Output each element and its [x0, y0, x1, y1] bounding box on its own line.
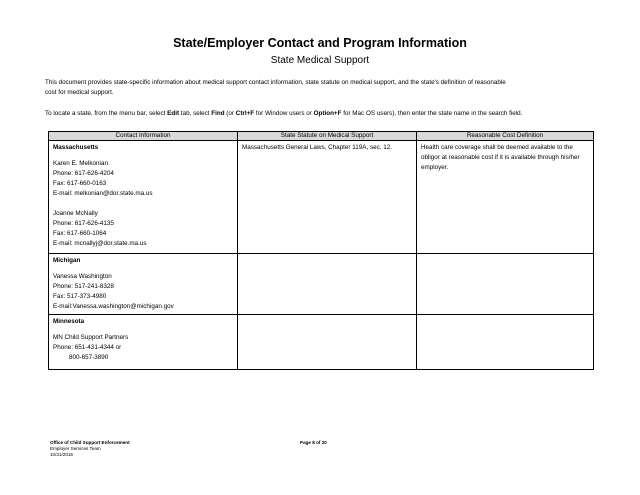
- contact-phone: Phone: 517-241-8328: [53, 283, 114, 290]
- state-info-table: [48, 131, 594, 370]
- contact-cell: [49, 254, 238, 315]
- locate-find: Find: [211, 110, 225, 117]
- statute-cell: Massachusetts General Laws, Chapter 119A, sec. 12.: [238, 141, 417, 254]
- table-row: [49, 315, 594, 370]
- page-number: Page 8 of 20: [300, 440, 327, 445]
- contact-cell: [49, 141, 238, 254]
- contact-phone: Phone: 617-626-4204: [53, 170, 114, 177]
- locate-text-3: (or: [224, 110, 236, 117]
- statute-cell: [238, 254, 417, 315]
- contact-name: Karen E. Melkonian: [53, 160, 108, 167]
- contact-email: E-mail: mcnallyj@dor.state.ma.us: [53, 240, 147, 247]
- table-header-row: [49, 132, 594, 141]
- intro-paragraph: [45, 78, 605, 97]
- page-subtitle: State Medical Support: [270, 55, 370, 66]
- contact-email: E-mail: melkonian@dor.state.ma.us: [53, 190, 153, 197]
- header-reasonable-cost: Reasonable Cost Definition: [417, 132, 594, 141]
- contact-cell: [49, 315, 238, 370]
- contact-fax: Fax: 517-373-4980: [53, 293, 107, 300]
- contact-phone: Phone: 651-431-4344 or: [53, 344, 122, 351]
- contact-email: E-mail:Vanessa.washington@michigan.gov: [53, 303, 174, 310]
- locate-ctrlf: Ctrl+F: [235, 110, 255, 117]
- contact-phone: Phone: 617-626-4135: [53, 220, 114, 227]
- cost-cell: [417, 315, 594, 370]
- locate-text-2: tab, select: [179, 110, 212, 117]
- locate-text-5: for Mac OS users), then enter the state name in the search field.: [341, 110, 523, 117]
- cost-cell: Health care coverage shall be deemed available to the obligor at reasonable cost if it is available through his/her employer.: [417, 141, 594, 254]
- state-name: Minnesota: [53, 318, 85, 325]
- locate-instructions: [45, 109, 625, 118]
- locate-edit: Edit: [167, 110, 180, 117]
- table-row: [49, 254, 594, 315]
- contact-name: Joanne McNally: [53, 210, 98, 217]
- statute-cell: [238, 315, 417, 370]
- footer-org: Office of Child Support Enforcement: [50, 440, 130, 445]
- state-name: Michigan: [53, 257, 81, 264]
- header-contact-information: Contact Information: [49, 132, 238, 141]
- cost-cell: [417, 254, 594, 315]
- contact-name: Vanessa Washington: [53, 273, 112, 280]
- footer-org-info: [50, 440, 130, 458]
- contact-name: MN Child Support Partners: [53, 334, 129, 341]
- header-state-statute: State Statute on Medical Support: [238, 132, 417, 141]
- locate-text-1: To locate a state, from the menu bar, select: [45, 110, 168, 117]
- page-title: State/Employer Contact and Program Information: [173, 36, 467, 50]
- footer-date: 10/31/2015: [50, 452, 73, 457]
- locate-optionf: Option+F: [313, 110, 342, 117]
- table-row: [49, 141, 594, 254]
- intro-line-1: This document provides state-specific information about medical support contact information, state statute on medical support, and the state's definition of reasonable: [45, 79, 506, 86]
- contact-fax: Fax: 617-660-0163: [53, 180, 107, 187]
- contact-fax: Fax: 617-660-1064: [53, 230, 107, 237]
- state-name: Massachusetts: [53, 144, 99, 151]
- contact-phone-alt: 800-657-3890: [69, 354, 109, 361]
- footer-team: Employer Services Team: [50, 446, 101, 451]
- intro-line-2: cost for medical support.: [45, 88, 114, 96]
- locate-text-4: for Window users or: [254, 110, 314, 117]
